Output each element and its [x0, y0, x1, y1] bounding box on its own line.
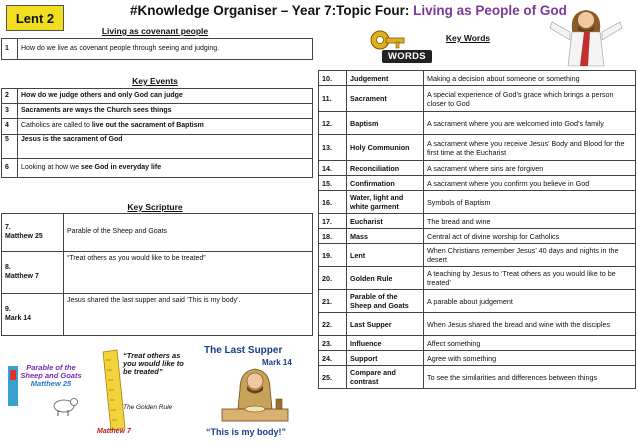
key-word-term: Parable of the Sheep and Goats — [347, 290, 424, 313]
row-text-plain: Catholics are called to — [21, 122, 92, 130]
key-word-term: Holy Communion — [347, 135, 424, 161]
golden-rule-ref: Matthew 7 — [97, 428, 131, 435]
table-row — [2, 135, 313, 159]
key-word-row — [319, 112, 636, 135]
key-word-row — [319, 161, 636, 176]
key-word-definition: A sacrament where you confirm you believe in God — [424, 176, 636, 191]
key-word-number: 23. — [319, 336, 347, 351]
key-events-heading: Key Events — [132, 76, 178, 86]
key-scripture-table — [1, 213, 313, 336]
row-number: 6 — [2, 159, 18, 178]
lent-badge: Lent 2 — [6, 5, 64, 31]
key-word-term: Eucharist — [347, 214, 424, 229]
scripture-ref — [2, 252, 64, 294]
row-text — [18, 104, 313, 119]
sheep-line-3: Matthew 25 — [30, 378, 72, 388]
title-accent: Living as People of God — [413, 3, 567, 18]
row-text — [18, 135, 313, 159]
table-row — [2, 119, 313, 135]
key-word-number: 20. — [319, 267, 347, 290]
living-table — [1, 38, 313, 60]
key-word-number: 22. — [319, 313, 347, 336]
table-row — [2, 104, 313, 119]
key-word-term: Lent — [347, 244, 424, 267]
living-heading: Living as covenant people — [101, 26, 209, 36]
table-row — [2, 214, 313, 252]
key-word-definition: Affect something — [424, 336, 636, 351]
scripture-book: Mark 14 — [5, 314, 32, 322]
row-text-bold: live out the sacrament of Baptism — [91, 122, 204, 130]
key-word-number: 12. — [319, 112, 347, 135]
scripture-ref — [2, 214, 64, 252]
key-word-term: Water, light and white garment — [347, 191, 424, 214]
row-text — [18, 89, 313, 104]
key-word-definition: A teaching by Jesus to ‘Treat others as you would like to be treated’ — [424, 267, 636, 290]
key-word-term: Mass — [347, 229, 424, 244]
table-row — [2, 39, 313, 60]
key-words-table — [318, 70, 636, 389]
key-word-row — [319, 214, 636, 229]
row-text — [18, 159, 313, 178]
scripture-num: 8. — [5, 263, 11, 271]
supper-ref: Mark 14 — [262, 358, 292, 367]
key-word-number: 15. — [319, 176, 347, 191]
key-word-number: 13. — [319, 135, 347, 161]
key-word-row — [319, 229, 636, 244]
key-word-definition: When Christians remember Jesus’ 40 days and nights in the desert — [424, 244, 636, 267]
sheep-line-1: Parable of the — [26, 363, 76, 372]
key-word-term: Baptism — [347, 112, 424, 135]
key-word-row — [319, 244, 636, 267]
key-word-definition: Symbols of Baptism — [424, 191, 636, 214]
key-word-term: Sacrament — [347, 86, 424, 112]
key-word-number: 14. — [319, 161, 347, 176]
scripture-text: Jesus shared the last supper and said ‘This is my body’. — [64, 294, 313, 336]
key-word-number: 19. — [319, 244, 347, 267]
last-supper-picture — [200, 343, 308, 440]
key-word-row — [319, 336, 636, 351]
key-word-row — [319, 71, 636, 86]
row-text — [18, 119, 313, 135]
supper-quote: “This is my body!” — [206, 427, 287, 437]
key-word-term: Compare and contrast — [347, 366, 424, 389]
title-main: #Knowledge Organiser – Year 7:Topic Four: — [130, 3, 414, 18]
scripture-text: Parable of the Sheep and Goats — [64, 214, 313, 252]
key-word-row — [319, 86, 636, 112]
jesus-bread-icon — [218, 365, 292, 427]
golden-rule-quote: “Treat others as you would like to be treated” — [123, 351, 184, 376]
key-word-row — [319, 290, 636, 313]
page-title — [130, 3, 567, 18]
key-word-row — [319, 313, 636, 336]
key-word-number: 17. — [319, 214, 347, 229]
key-word-number: 21. — [319, 290, 347, 313]
key-word-definition: The bread and wine — [424, 214, 636, 229]
golden-rule-caption: The Golden Rule — [123, 404, 173, 411]
key-word-term: Influence — [347, 336, 424, 351]
row-number: 1 — [2, 39, 18, 60]
key-word-number: 25. — [319, 366, 347, 389]
jesus-cartoon-icon — [540, 0, 632, 68]
key-word-definition: Agree with something — [424, 351, 636, 366]
key-words-heading-text: Key Words — [445, 33, 491, 43]
table-row — [2, 159, 313, 178]
key-word-definition: When Jesus shared the bread and wine with the disciples — [424, 313, 636, 336]
row-text-plain: Jesus is the sacrament of God — [21, 136, 123, 143]
key-word-number: 11. — [319, 86, 347, 112]
sheep-caption — [20, 364, 82, 388]
key-word-row — [319, 191, 636, 214]
key-word-definition: A parable about judgement — [424, 290, 636, 313]
key-events-table — [1, 88, 313, 178]
scripture-book: Matthew 7 — [5, 272, 39, 280]
scripture-ref — [2, 294, 64, 336]
key-word-definition: Central act of divine worship for Catholics — [424, 229, 636, 244]
sheep-goats-picture — [6, 352, 88, 420]
key-word-term: Last Supper — [347, 313, 424, 336]
row-text-plain: How do we judge others and only God can judge — [21, 91, 183, 99]
key-word-term: Confirmation — [347, 176, 424, 191]
row-number: 4 — [2, 119, 18, 135]
key-word-row — [319, 366, 636, 389]
row-text-plain: Sacraments are ways the Church sees things — [21, 106, 172, 114]
key-word-row — [319, 135, 636, 161]
key-word-row — [319, 176, 636, 191]
key-word-number: 10. — [319, 71, 347, 86]
key-word-definition: A special experience of God’s grace which brings a person closer to God — [424, 86, 636, 112]
key-word-definition: Making a decision about someone or something — [424, 71, 636, 86]
key-word-definition: To see the similarities and differences between things — [424, 366, 636, 389]
key-word-term: Support — [347, 351, 424, 366]
key-word-number: 16. — [319, 191, 347, 214]
key-word-number: 24. — [319, 351, 347, 366]
scripture-num: 9. — [5, 305, 11, 313]
table-row — [2, 252, 313, 294]
row-text: How do we live as covenant people through seeing and judging. — [18, 39, 313, 60]
sheep-line-2: Sheep and Goats — [20, 370, 82, 380]
key-word-definition: A sacrament where you are welcomed into God’s family — [424, 112, 636, 135]
row-number: 2 — [2, 89, 18, 104]
key-word-term: Reconciliation — [347, 161, 424, 176]
key-word-number: 18. — [319, 229, 347, 244]
key-words-heading — [438, 33, 498, 43]
scripture-num: 7. — [5, 223, 11, 231]
words-logo — [368, 28, 432, 64]
key-word-term: Judgement — [347, 71, 424, 86]
key-scripture-heading: Key Scripture — [127, 202, 183, 212]
row-number: 3 — [2, 104, 18, 119]
supper-title: The Last Supper — [204, 345, 283, 356]
key-word-row — [319, 267, 636, 290]
table-row — [2, 294, 313, 336]
row-text-plain: Looking at how we — [21, 163, 81, 171]
table-row — [2, 89, 313, 104]
key-word-definition: A sacrament where you receive Jesus’ Body and Blood for the first time at the Eucharist — [424, 135, 636, 161]
key-word-definition: A sacrament where sins are forgiven — [424, 161, 636, 176]
golden-rule-picture — [95, 346, 195, 440]
scripture-book: Matthew 25 — [5, 232, 43, 240]
words-logo-text: WORDS — [388, 51, 426, 62]
key-word-row — [319, 351, 636, 366]
row-number: 5 — [2, 135, 18, 159]
row-text-bold: see God in everyday life — [80, 163, 162, 171]
key-word-term: Golden Rule — [347, 267, 424, 290]
scripture-text: “Treat others as you would like to be treated” — [64, 252, 313, 294]
